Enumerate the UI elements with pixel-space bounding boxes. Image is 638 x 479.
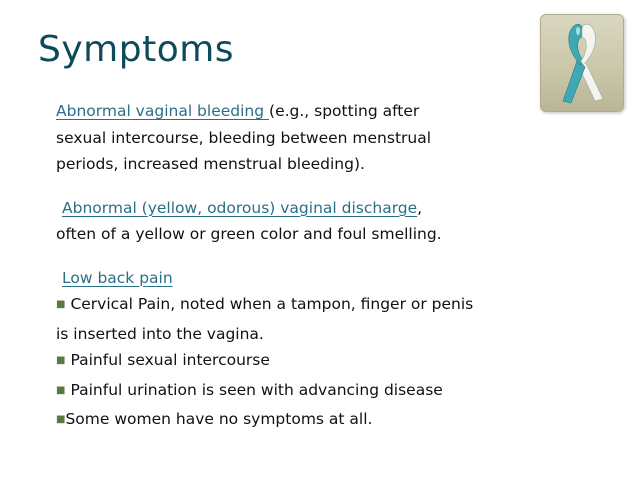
discharge-text-2: often of a yellow or green color and foul smelling. [56, 225, 442, 243]
bullet-icon: ■ [56, 414, 66, 425]
link-abnormal-bleeding[interactable]: Abnormal vaginal bleeding [56, 102, 270, 120]
bleeding-text-3: periods, increased menstrual bleeding). [56, 155, 365, 173]
bullet-icon: ■ [56, 299, 66, 310]
symptoms-body [56, 98, 616, 436]
bleeding-text-2: sexual intercourse, bleeding between menstrual [56, 128, 432, 147]
discharge-text-1: , [417, 198, 423, 217]
bleeding-text-1: (e.g., spotting after [269, 102, 420, 120]
bullet-text: Some women have no symptoms at all. [65, 410, 373, 428]
paragraph-discharge [56, 195, 616, 248]
list-item [56, 291, 616, 347]
bullet-text: Cervical Pain, noted when a tampon, finger or penis [70, 295, 474, 313]
link-low-back-pain[interactable]: Low back pain [62, 268, 173, 287]
paragraph-bleeding [56, 98, 616, 178]
list-item [56, 377, 616, 407]
bullet-icon: ■ [56, 384, 66, 396]
list-item [56, 406, 616, 436]
bullet-text: Painful sexual intercourse [70, 351, 270, 369]
bullet-icon: ■ [56, 355, 66, 366]
page-title: Symptoms [38, 29, 235, 70]
list-item [56, 347, 616, 377]
paragraph-back-pain [56, 265, 616, 292]
bullet-text-continued: is inserted into the vagina. [56, 324, 264, 343]
link-abnormal-discharge[interactable]: Abnormal (yellow, odorous) vaginal discharge [62, 198, 418, 217]
bullet-text: Painful urination is seen with advancing disease [70, 380, 443, 399]
